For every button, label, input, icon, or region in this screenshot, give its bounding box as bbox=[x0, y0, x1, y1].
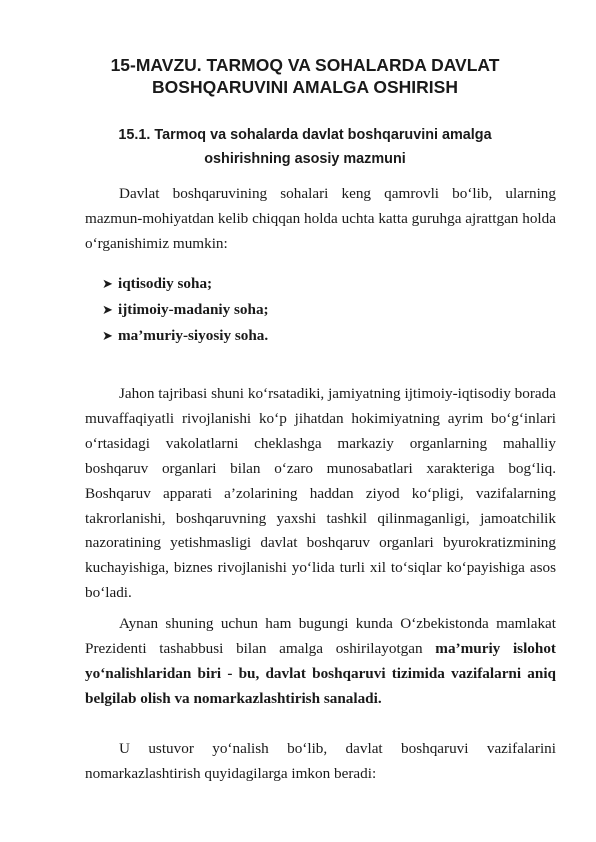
arrowhead-right-icon: ➤ bbox=[102, 277, 113, 292]
reform-paragraph bbox=[85, 612, 556, 712]
sphere-list bbox=[102, 272, 269, 350]
intro-paragraph: Davlat boshqaruvining sohalari keng qamrovli bo‘lib, ularning mazmun-mohiyatdan kelib chiqqan holda uchta katta guruhga ajrattgan holda o‘rganishimiz mumkin: bbox=[85, 185, 556, 252]
list-item bbox=[102, 324, 269, 350]
arrowhead-right-icon: ➤ bbox=[102, 328, 113, 344]
list-item bbox=[102, 272, 269, 298]
list-item bbox=[102, 298, 269, 324]
experience-paragraph: Jahon tajribasi shuni ko‘rsatadiki, jamiyatning ijtimoiy-iqtisodiy borada muvaffaqiyatli rivojlanishi ko‘p jihatdan hokimiyatning ayrim bo‘g‘inlari o‘rtasidagi vakolatlarni cheklashga markaziy organlarning mahalliy boshqaruv organlari bilan o‘zaro munosabatlari xarakteriga bog‘liq. Boshqaruv apparati a’zolarining haddan ziyod ko‘pligi, vazifalarning takrorlanishi, boshqaruvning yaxshi tashkil qilinmaganligi, jamoatchilik nazoratining yetishmasligi davlat boshqaruv organlari byurokratizmining kuchayishiga, biznes rivojlanishi yo‘lida turli xil to‘siqlar ko‘payishiga asos bo‘ladi. bbox=[85, 385, 556, 602]
priority-paragraph: U ustuvor yo‘nalish bo‘lib, davlat boshqaruvi vazifalarini nomarkazlashtirish quyidagilarga imkon beradi: bbox=[85, 740, 556, 782]
list-item-text: ma’muriy-siyosiy soha. bbox=[118, 326, 269, 344]
list-item-text: ijtimoiy-madaniy soha; bbox=[118, 300, 269, 318]
page-title: 15-MAVZU. TARMOQ VA SOHALARDA DAVLAT BOSHQARUVINI AMALGA OSHIRISH bbox=[110, 55, 500, 97]
reform-paragraph-emphasis: ma’muriy islohot yo‘nalishlaridan biri - bu, davlat boshqaruvi tizimida vazifalarni aniq belgilab olish va nomarkazlashtirish sanaladi. bbox=[85, 639, 556, 707]
arrowhead-right-icon: ➤ bbox=[102, 302, 113, 318]
reform-paragraph-text: Aynan shuning uchun ham bugungi kunda O‘zbekistonda mamlakat Prezidenti tashabbusi bilan amalga oshirilayotgan bbox=[85, 615, 556, 657]
list-item-text: iqtisodiy soha; bbox=[118, 275, 213, 292]
section-subtitle: 15.1. Tarmoq va sohalarda davlat boshqaruvini amalga oshirishning asosiy mazmuni bbox=[118, 127, 492, 167]
